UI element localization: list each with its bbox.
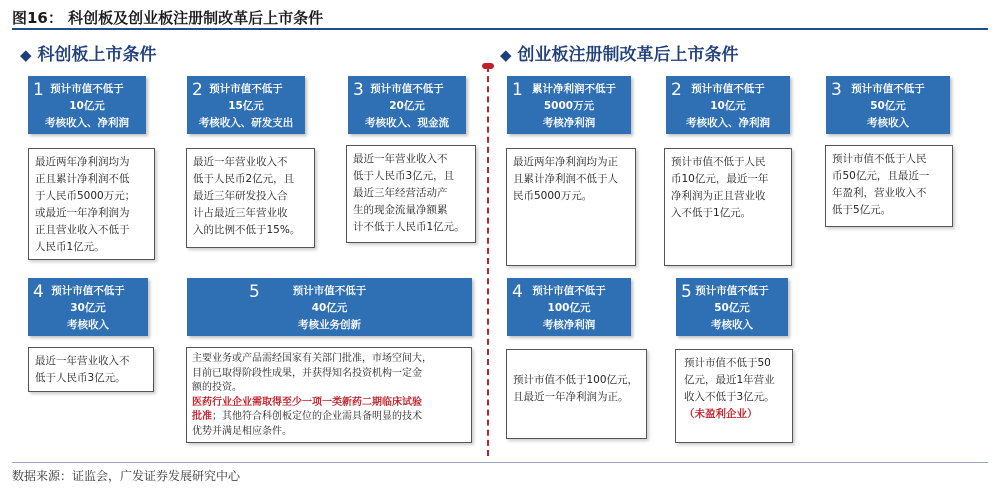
desc-line: 正且累计净利润不低 xyxy=(35,173,130,185)
star-criterion-2-desc xyxy=(186,148,315,248)
criterion-title: 预计市值不低于 xyxy=(370,83,444,95)
desc-line: ；其他符合科创板定位的企业需具备明显的技术 xyxy=(212,411,422,422)
desc-line: 净利润为正且营业收 xyxy=(671,190,766,202)
gem-criterion-4-header xyxy=(507,278,631,336)
gem-criterion-1-header xyxy=(507,76,631,134)
highlight-text: 批准 xyxy=(192,411,212,422)
desc-line: 且累计净利润不低于人 xyxy=(513,173,618,185)
criterion-number: 2 xyxy=(192,80,203,100)
gem-criterion-5-header xyxy=(676,278,788,336)
criterion-focus: 考核收入 xyxy=(711,319,753,331)
desc-line: 优势并满足相应条件。 xyxy=(192,425,292,437)
criterion-focus: 考核收入、研发支出 xyxy=(198,117,294,129)
criterion-focus: 考核收入、净利润 xyxy=(45,117,129,129)
desc-line: 年盈利，营业收入不 xyxy=(832,187,927,199)
desc-line: 或最近一年净利润为 xyxy=(35,207,130,219)
star-criterion-3-desc xyxy=(346,145,476,243)
highlight-line: 医药行业企业需取得至少一项一类新药二期临床试验 xyxy=(192,396,422,408)
criterion-focus: 考核业务创新 xyxy=(298,319,361,331)
desc-line: 预计市值不低于人民 xyxy=(671,156,766,168)
desc-line: 民币5000万元。 xyxy=(513,190,593,202)
criterion-focus: 考核收入 xyxy=(867,117,909,129)
desc-line: 低于人民币3亿元，且 xyxy=(353,170,455,182)
desc-line: 人民币1亿元。 xyxy=(35,241,105,253)
criterion-number: 2 xyxy=(671,80,682,100)
criterion-title: 预计市值不低于 xyxy=(51,285,125,297)
criterion-value: 5000万元 xyxy=(543,100,595,112)
desc-line: 最近两年净利润均为 xyxy=(35,156,130,168)
criterion-title: 预计市值不低于 xyxy=(292,285,367,297)
criterion-title: 预计市值不低于 xyxy=(695,285,769,297)
section-divider xyxy=(487,66,489,456)
criterion-number: 3 xyxy=(353,80,364,100)
criterion-value: 10亿元 xyxy=(710,100,746,112)
desc-line: 收入不低于3亿元。 xyxy=(684,391,775,403)
criterion-focus: 考核收入、现金流 xyxy=(365,117,449,129)
desc-line: 正且营业收入不低于 xyxy=(35,224,130,236)
criterion-value: 50亿元 xyxy=(870,100,906,112)
desc-line: 入不低于1亿元。 xyxy=(671,207,752,219)
criterion-value: 50亿元 xyxy=(714,302,750,314)
criterion-focus: 考核收入 xyxy=(67,319,109,331)
criterion-number: 1 xyxy=(33,80,44,100)
desc-line: 计不低于人民币1亿元。 xyxy=(353,221,465,233)
gem-criterion-1-desc xyxy=(506,148,636,266)
footer-divider xyxy=(12,462,988,463)
desc-line: 主要业务或产品需经国家有关部门批准，市场空间大， xyxy=(192,353,432,364)
unprofitable-note: （未盈利企业） xyxy=(684,408,758,420)
criterion-number: 5 xyxy=(681,282,692,302)
desc-line: 目前已取得阶段性成果，并获得知名投资机构一定金 xyxy=(192,367,422,379)
desc-line: 最近两年净利润均为正 xyxy=(513,156,618,168)
criterion-number: 3 xyxy=(831,80,842,100)
desc-line: 入的比例不低于15%。 xyxy=(193,224,301,236)
desc-line: 币10亿元，最近一年 xyxy=(671,173,769,185)
desc-line: 币50亿元，且最近一 xyxy=(832,170,930,182)
desc-line: 最近一年营业收入不 xyxy=(35,355,130,367)
desc-line: 计占最近三年营业收 xyxy=(193,207,288,219)
gem-criterion-3-header xyxy=(826,76,950,134)
desc-line: 低于人民币2亿元，且 xyxy=(193,173,295,185)
desc-line: 最近三年研发投入合 xyxy=(193,190,288,202)
desc-line: 生的现金流量净额累 xyxy=(353,204,448,216)
data-source: 数据来源：证监会，广发证券发展研究中心 xyxy=(12,469,241,483)
desc-line: 预计市值不低于50 xyxy=(684,357,771,369)
star-criterion-5-desc xyxy=(186,347,472,443)
criterion-title: 累计净利润不低于 xyxy=(532,83,616,95)
desc-line: 预计市值不低于100亿元， xyxy=(513,374,639,386)
criterion-title: 预计市值不低于 xyxy=(532,285,606,297)
star-criterion-2-header xyxy=(187,76,305,134)
star-criterion-5-header xyxy=(187,278,472,336)
criterion-number: 4 xyxy=(512,282,523,302)
gem-heading xyxy=(500,40,739,65)
criterion-title: 预计市值不低于 xyxy=(851,83,925,95)
criterion-focus: 考核收入、净利润 xyxy=(686,117,770,129)
desc-line: 低于人民币3亿元。 xyxy=(35,372,126,384)
criterion-value: 10亿元 xyxy=(69,100,105,112)
desc-line: 额的投资。 xyxy=(192,382,242,393)
star-criterion-1-desc xyxy=(28,148,155,260)
criterion-value: 100亿元 xyxy=(547,302,591,314)
star-market-heading xyxy=(20,40,157,65)
desc-line: 最近三年经营活动产 xyxy=(353,187,448,199)
criterion-number: 1 xyxy=(512,80,523,100)
criterion-value: 20亿元 xyxy=(389,100,425,112)
criterion-title: 预计市值不低于 xyxy=(50,83,124,95)
criterion-value: 15亿元 xyxy=(228,100,264,112)
desc-line: 最近一年营业收入不 xyxy=(353,153,448,165)
star-criterion-3-header xyxy=(348,76,466,134)
criterion-number: 5 xyxy=(249,282,260,302)
star-market-heading-text: 科创板上市条件 xyxy=(37,45,157,65)
gem-criterion-4-desc xyxy=(506,349,647,439)
gem-criterion-5-desc xyxy=(675,349,793,443)
desc-line: 且最近一年净利润为正。 xyxy=(513,391,629,403)
gem-criterion-2-header xyxy=(666,76,790,134)
criterion-focus: 考核净利润 xyxy=(542,319,596,331)
desc-line: 低于5亿元。 xyxy=(832,204,892,216)
figure-title-bar xyxy=(12,4,988,30)
criterion-title: 预计市值不低于 xyxy=(209,83,283,95)
desc-line: 预计市值不低于人民 xyxy=(832,153,927,165)
diamond-icon: ◆ xyxy=(500,46,512,64)
star-criterion-4-desc xyxy=(28,347,154,392)
figure-title: 图16： 科创板及创业板注册制改革后上市条件 xyxy=(12,9,324,27)
gem-criterion-2-desc xyxy=(664,148,792,266)
desc-line: 最近一年营业收入不 xyxy=(193,156,288,168)
criterion-value: 30亿元 xyxy=(70,302,106,314)
criterion-title: 预计市值不低于 xyxy=(691,83,765,95)
star-criterion-1-header xyxy=(28,76,146,134)
criterion-focus: 考核净利润 xyxy=(542,117,596,129)
diamond-icon: ◆ xyxy=(20,46,32,64)
star-criterion-4-header xyxy=(28,278,148,336)
gem-heading-text: 创业板注册制改革后上市条件 xyxy=(517,45,739,65)
desc-line: 于人民币5000万元； xyxy=(35,190,136,202)
criterion-number: 4 xyxy=(33,282,44,302)
criterion-value: 40亿元 xyxy=(311,302,348,314)
desc-line: 亿元，最近1年营业 xyxy=(684,374,775,386)
gem-criterion-3-desc xyxy=(825,145,953,227)
